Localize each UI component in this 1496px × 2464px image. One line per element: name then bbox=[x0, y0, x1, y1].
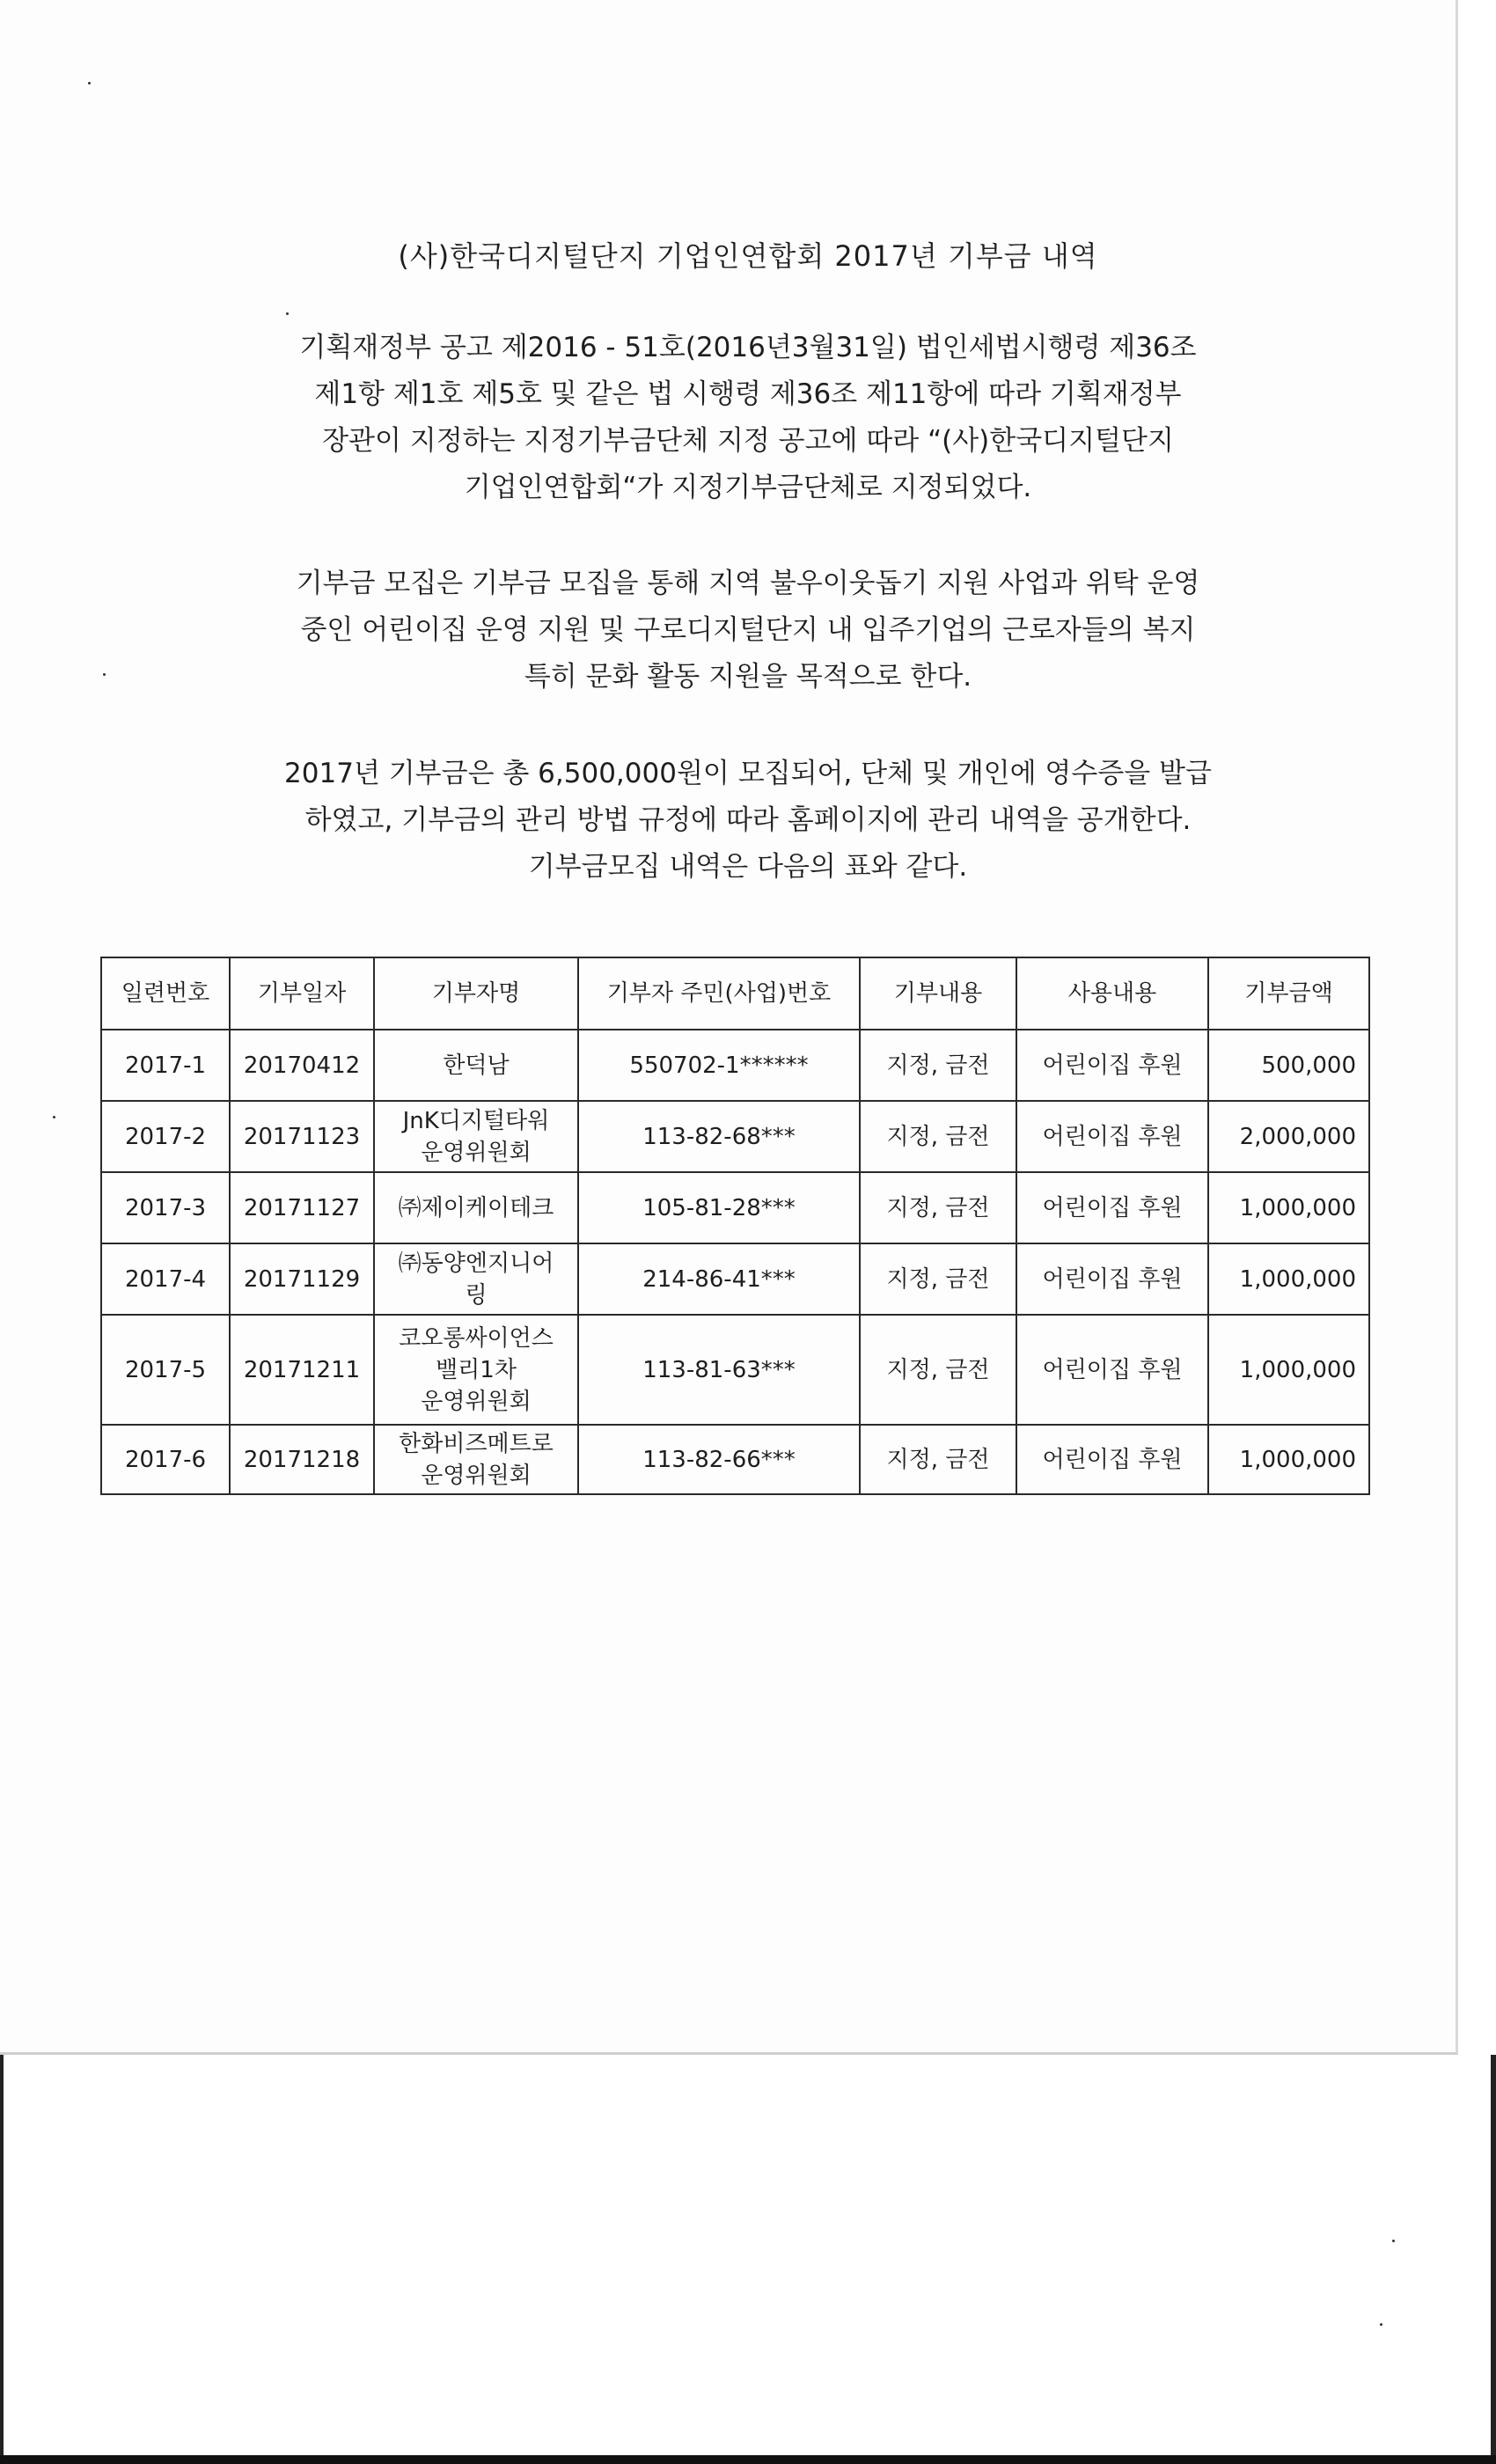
donor-name-line: 코오롱싸이언스 bbox=[399, 1324, 554, 1352]
paragraph-line: 2017년 기부금은 총 6,500,000원이 모집되어, 단체 및 개인에 영수증을 발급 bbox=[284, 758, 1212, 789]
cell-donor-name bbox=[374, 1101, 578, 1172]
paragraph-line: 특히 문화 활동 지원을 목적으로 한다. bbox=[524, 661, 972, 693]
cell-amount: 1,000,000 bbox=[1208, 1243, 1369, 1315]
donor-name-line: 한덕남 bbox=[443, 1052, 510, 1079]
table-row bbox=[101, 1101, 1369, 1172]
table-row bbox=[101, 1243, 1369, 1315]
table-header-row bbox=[101, 957, 1369, 1030]
cell-donor-name bbox=[374, 1315, 578, 1425]
paragraph-line: 기획재정부 공고 제2016 - 51호(2016년3월31일) 법인세법시행령 제36조 bbox=[299, 332, 1197, 363]
header-usage: 사용내용 bbox=[1016, 957, 1208, 1030]
paragraph-line: 하였고, 기부금의 관리 방법 규정에 따라 홈페이지에 관리 내역을 공개한다. bbox=[304, 804, 1192, 836]
header-amount: 기부금액 bbox=[1208, 957, 1369, 1030]
cell-donor-name bbox=[374, 1172, 578, 1243]
paragraph-line: 기부금모집 내역은 다음의 표와 같다. bbox=[528, 851, 968, 883]
scanner-background bbox=[0, 2055, 1496, 2464]
header-serial-no: 일련번호 bbox=[101, 957, 230, 1030]
cell-date: 20170412 bbox=[230, 1030, 374, 1101]
cell-usage: 어린이집 후원 bbox=[1016, 1101, 1208, 1172]
donor-name-line: 한화비즈메트로 bbox=[399, 1430, 554, 1457]
cell-serial-no: 2017-1 bbox=[101, 1030, 230, 1101]
cell-amount: 1,000,000 bbox=[1208, 1315, 1369, 1425]
cell-date: 20171127 bbox=[230, 1172, 374, 1243]
cell-donor-id: 105-81-28*** bbox=[578, 1172, 860, 1243]
paragraph-line: 중인 어린이집 운영 지원 및 구로디지털단지 내 입주기업의 근로자들의 복지 bbox=[300, 614, 1196, 646]
header-donor-id: 기부자 주민(사업)번호 bbox=[578, 957, 860, 1030]
cell-date: 20171218 bbox=[230, 1425, 374, 1494]
cell-date: 20171123 bbox=[230, 1101, 374, 1172]
table-row bbox=[101, 1030, 1369, 1101]
table-row bbox=[101, 1315, 1369, 1425]
scan-speck bbox=[286, 312, 289, 315]
donor-name-line: 운영위원회 bbox=[421, 1462, 532, 1489]
cell-date: 20171211 bbox=[230, 1315, 374, 1425]
document-title: (사)한국디지털단지 기업인연합회 2017년 기부금 내역 bbox=[398, 239, 1098, 273]
scanner-edge-bottom bbox=[0, 2455, 1496, 2464]
cell-usage: 어린이집 후원 bbox=[1016, 1030, 1208, 1101]
scan-speck bbox=[1392, 2240, 1395, 2242]
cell-amount: 2,000,000 bbox=[1208, 1101, 1369, 1172]
scan-speck bbox=[53, 1116, 55, 1118]
cell-usage: 어린이집 후원 bbox=[1016, 1425, 1208, 1494]
cell-serial-no: 2017-6 bbox=[101, 1425, 230, 1494]
cell-serial-no: 2017-3 bbox=[101, 1172, 230, 1243]
cell-donor-id: 113-82-66*** bbox=[578, 1425, 860, 1494]
cell-donation-type: 지정, 금전 bbox=[860, 1101, 1016, 1172]
table-row bbox=[101, 1172, 1369, 1243]
paragraph-designation bbox=[0, 325, 1496, 511]
paragraph-line: 장관이 지정하는 지정기부금단체 지정 공고에 따라 “(사)한국디지털단지 bbox=[322, 425, 1174, 457]
donation-table bbox=[100, 957, 1370, 1495]
header-donor-name: 기부자명 bbox=[374, 957, 578, 1030]
donor-name-line: ㈜제이케이테크 bbox=[398, 1194, 554, 1221]
cell-serial-no: 2017-5 bbox=[101, 1315, 230, 1425]
cell-donor-name bbox=[374, 1425, 578, 1494]
cell-donor-id: 113-82-68*** bbox=[578, 1101, 860, 1172]
paragraph-line: 기업인연합회“가 지정기부금단체로 지정되었다. bbox=[464, 472, 1032, 503]
paragraph-summary bbox=[0, 751, 1496, 891]
cell-amount: 1,000,000 bbox=[1208, 1172, 1369, 1243]
scan-speck bbox=[1380, 2323, 1382, 2326]
header-donation-date: 기부일자 bbox=[230, 957, 374, 1030]
donor-name-line: 밸리1차 bbox=[436, 1356, 517, 1383]
paragraph-line: 기부금 모집은 기부금 모집을 통해 지역 불우이웃돕기 지원 사업과 위탁 운영 bbox=[296, 568, 1200, 599]
paragraph-line: 제1항 제1호 제5호 및 같은 법 시행령 제36조 제11항에 따라 기획재정부 bbox=[314, 378, 1182, 410]
paragraph-purpose bbox=[0, 561, 1496, 700]
cell-donor-id: 550702-1****** bbox=[578, 1030, 860, 1101]
cell-donation-type: 지정, 금전 bbox=[860, 1315, 1016, 1425]
cell-donation-type: 지정, 금전 bbox=[860, 1425, 1016, 1494]
cell-donation-type: 지정, 금전 bbox=[860, 1172, 1016, 1243]
cell-donor-name bbox=[374, 1243, 578, 1315]
scanner-edge-right bbox=[1491, 2055, 1496, 2464]
cell-amount: 500,000 bbox=[1208, 1030, 1369, 1101]
cell-usage: 어린이집 후원 bbox=[1016, 1172, 1208, 1243]
table-row bbox=[101, 1425, 1369, 1494]
cell-usage: 어린이집 후원 bbox=[1016, 1315, 1208, 1425]
cell-donation-type: 지정, 금전 bbox=[860, 1243, 1016, 1315]
cell-donor-name bbox=[374, 1030, 578, 1101]
cell-usage: 어린이집 후원 bbox=[1016, 1243, 1208, 1315]
donor-name-line: 링 bbox=[465, 1281, 488, 1309]
donor-name-line: JnK디지털타워 bbox=[402, 1107, 550, 1134]
header-donation-type: 기부내용 bbox=[860, 957, 1016, 1030]
scan-speck bbox=[88, 82, 91, 84]
cell-serial-no: 2017-4 bbox=[101, 1243, 230, 1315]
donor-name-line: ㈜동양엔지니어 bbox=[398, 1250, 554, 1277]
cell-amount: 1,000,000 bbox=[1208, 1425, 1369, 1494]
cell-donor-id: 214-86-41*** bbox=[578, 1243, 860, 1315]
cell-donation-type: 지정, 금전 bbox=[860, 1030, 1016, 1101]
cell-date: 20171129 bbox=[230, 1243, 374, 1315]
scanner-edge-left bbox=[0, 2055, 4, 2464]
cell-serial-no: 2017-2 bbox=[101, 1101, 230, 1172]
cell-donor-id: 113-81-63*** bbox=[578, 1315, 860, 1425]
donor-name-line: 운영위원회 bbox=[421, 1139, 532, 1166]
donor-name-line: 운영위원회 bbox=[421, 1388, 532, 1415]
